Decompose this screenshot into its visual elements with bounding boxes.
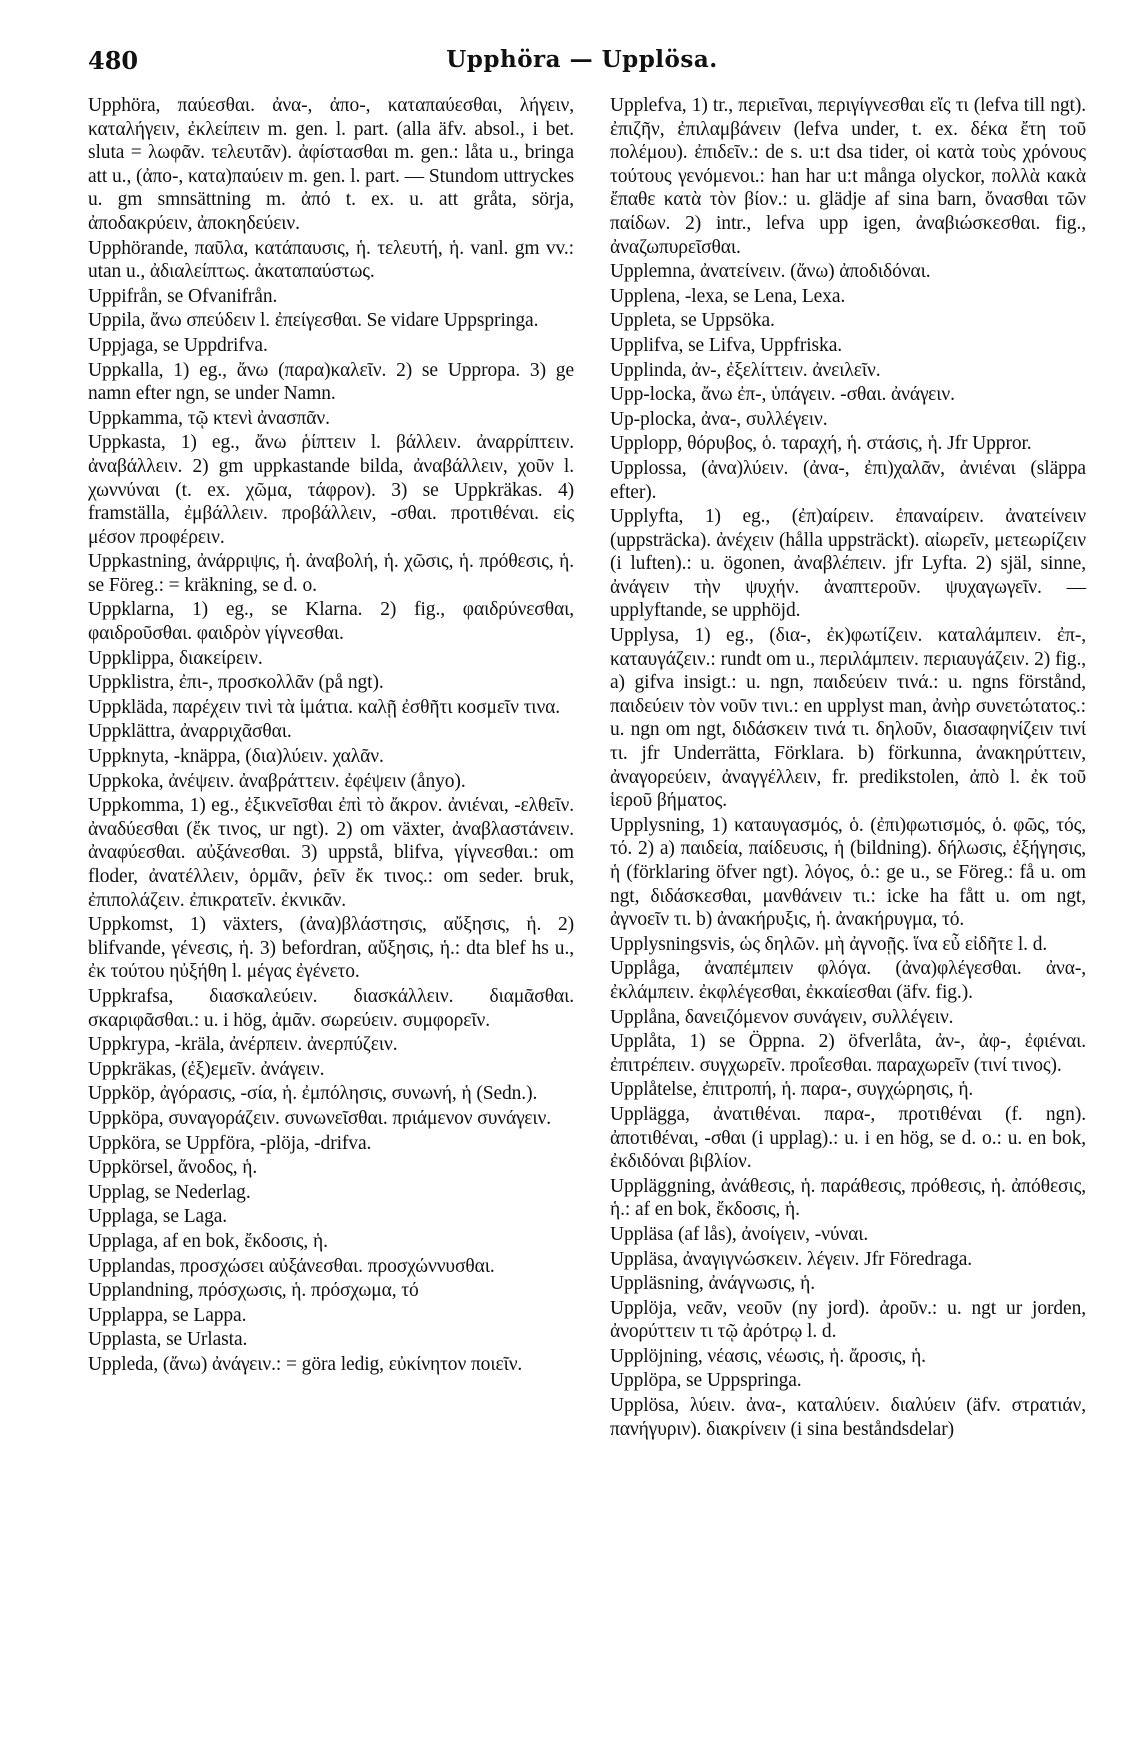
dictionary-entry: Uppklippa, διακείρειν. <box>88 647 263 669</box>
dictionary-entry: Upplifva, se Lifva, Uppfriska. <box>610 334 843 356</box>
dictionary-entry: Uppleta, se Uppsöka. <box>610 310 775 332</box>
dictionary-entry: Upplyfta, 1) eg., (ἐπ)αίρειν. ἐπαναίρειν. ἀνατείνειν (uppsträcka). ἀνέχειν (hålla uppsträckt). αἰωρεῖν, μετεωρίζειν (i luften).: u. ögonen, ἀναβλέπειν. jfr Lyfta. 2) själ, sinne, ἀνάγειν τὴν ψυχήν. ἀναπτεροῦν. ψυχαγωγεῖν. — upplyftande, se upphöjd. <box>610 506 1086 622</box>
dictionary-entry: Uppkrafsa, διασκαλεύειν. διασκάλλειν. διαμᾶσθαι. σκαριφᾶσθαι.: u. i hög, ἀμᾶν. σωρεύειν. συμφορεῖν. <box>88 985 574 1031</box>
dictionary-entry: Uppjaga, se Uppdrifva. <box>88 334 268 356</box>
dictionary-entry: Uppkastning, ἀνάρριψις, ἡ. ἀναβολή, ἡ. χῶσις, ἡ. πρόθεσις, ἡ. se Föreg.: = kräkning, se d. o. <box>88 551 574 596</box>
dictionary-entry: Uppköp, ἀγόρασις, -σία, ἡ. ἐμπόλησις, συνωνή, ἡ (Sedn.). <box>88 1083 538 1105</box>
dictionary-entry: Upplysning, 1) καταυγασμός, ὁ. (ἐπι)φωτισμός, ὁ. φῶς, τός, τό. 2) a) παιδεία, παίδευσις, ἡ (bildning). δήλωσις, ἐξήγησις, ἡ (förklaring öfver ngt). λόγος, ὁ.: ge u., se Föreg.: få u. om ngt, διδάσκεσθαι, μανθάνειν τι.: icke ha fått u. om ngt, ἀγνοεῖν τι. b) ἀνακήρυξις, ἡ. ἀνακήρυγμα, τό. <box>610 814 1086 931</box>
dictionary-entry: Uppkörsel, ἄνοδος, ἡ. <box>88 1157 258 1179</box>
dictionary-entry: Upplag, se Nederlag. <box>88 1181 251 1203</box>
dictionary-entry: Upplåga, ἀναπέμπειν φλόγα. (ἀνα)φλέγεσθαι. ἀνα-, ἐκλάμπειν. ἐκφλέγεσθαι, ἐκκαίεσθαι (äfv. fig.). <box>610 958 1086 1003</box>
dictionary-entry: Upplysa, 1) eg., (δια-, ἐκ)φωτίζειν. καταλάμπειν. ἐπ-, καταυγάζειν.: rundt om u., περιλάμπειν. περιαυγάζειν. 2) fig., a) gifva insigt.: u. ngn, παιδεύειν τινά.: u. ngns förstånd, παιδεύειν τὸν νοῦν τινι.: en upplyst man, ἀνὴρ συνετώτατος.: u. ngn om ngt, διδάσκειν τινά τι. δηλοῦν, διασαφηνίζειν τινί τι. jfr Underrätta, Förklara. b) förkunna, ἀνακηρύττειν, ἀναγορεύειν, ἀναγγέλλειν, fr. predikstolen, ἀπὸ l. ἐκ τοῦ ἱεροῦ βήματος. <box>610 625 1086 812</box>
dictionary-entry: Upplösa, λύειν. ἀνα-, καταλύειν. διαλύειν (äfv. στρατιάν, πανήγυριν). διακρίνειν (i sina beståndsdelar) <box>610 1395 1086 1440</box>
dictionary-entry: Upplöjning, νέασις, νέωσις, ἡ. ἄροσις, ἡ. <box>610 1345 926 1367</box>
dictionary-entry: Uppkrypa, -kräla, ἀνέρπειν. ἀνερπύζειν. <box>88 1034 398 1056</box>
dictionary-entry: Uppläsa, ἀναγιγνώσκειν. λέγειν. Jfr Föredraga. <box>610 1248 973 1270</box>
dictionary-entry: Upplefva, 1) tr., περιεῖναι, περιγίγνεσθαι εἴς τι (lefva till ngt). ἐπιζῆν, ἐπιλαμβάνειν (lefva under, t. ex. δέκα ἔτη τοῦ πολέμου). ἐπιδεῖν.: de s. u:t dsa tider, οἱ κατὰ τοὺς χρόνους τούτους γενόμενοι.: han har u:t många olyckor, πολλὰ κακὰ ἔπαθε κατὰ τὸν βίον.: u. glädje af sina barn, ὄνασθαι τῶν παίδων. 2) intr., lefva upp igen, ἀναβιώσκεσθαι. fig., ἀναζωπυρεῖσθαι. <box>610 95 1086 258</box>
page-header <box>88 46 1076 78</box>
dictionary-entry: Uppkasta, 1) eg., ἄνω ῥίπτειν l. βάλλειν. ἀναρρίπτειν. ἀναβάλλειν. 2) gm uppkastande bilda, ἀναβάλλειν, χοῦν l. χωννύναι (t. ex. χῶμα, τάφρον). 3) se Uppkräkas. 4) framställa, ἐμβάλλειν. προβάλλειν, -σθαι. προτιθέναι. εἰς μέσον προφέρειν. <box>88 432 574 548</box>
dictionary-entry: Upp-locka, ἄνω ἐπ-, ὑπάγειν. -σθαι. ἀνάγειν. <box>610 384 955 406</box>
dictionary-entry: Uppleda, (ἄνω) ἀνάγειν.: = göra ledig, εὐκίνητον ποιεῖν. <box>88 1353 523 1375</box>
dictionary-entry: Upplopp, θόρυβος, ὁ. ταραχή, ἡ. στάσις, ἡ. Jfr Uppror. <box>610 433 1032 455</box>
dictionary-entry: Upphöra, παύεσθαι. ἀνα-, ἀπο-, καταπαύεσθαι, λήγειν, καταλήγειν, ἐκλείπειν m. gen. l. part. (alla äfv. absol., i bet. sluta = λωφᾶν. τελευτᾶν). ἀφίστασθαι m. gen.: låta u., bringa att u., (ἀπο-, κατα)παύειν m. gen. l. part. — Stundom uttryckes u. gm smnsättning m. ἀπό t. ex. u. att gråta, sörja, ἀποδακρύειν, ἀποκηδεύειν. <box>88 95 574 234</box>
running-title: Upphöra — Upplösa. <box>446 46 718 73</box>
dictionary-entry: Uppkomst, 1) växters, (ἀνα)βλάστησις, αὔξησις, ἡ. 2) blifvande, γένεσις, ἡ. 3) befordran, αὔξησις, ἡ.: dta blef hs u., ἐκ τούτου ηὐξήθη l. μέγας ἐγένετο. <box>88 914 574 983</box>
dictionary-entry: Uppifrån, se Ofvanifrån. <box>88 285 278 307</box>
dictionary-entry: Upplossa, (ἀνα)λύειν. (ἀνα-, ἐπι)χαλᾶν, ἀνιέναι (släppa efter). <box>610 457 1086 503</box>
left-column <box>88 94 574 1377</box>
dictionary-entry: Upplappa, se Lappa. <box>88 1304 247 1326</box>
dictionary-entry: Upplaga, af en bok, ἔκδοσις, ἡ. <box>88 1230 328 1252</box>
dictionary-entry: Uppkläda, παρέχειν τινὶ τὰ ἱμάτια. καλῇ ἐσθῆτι κοσμεῖν τινα. <box>88 696 561 718</box>
dictionary-entry: Upplandning, πρόσχωσις, ἡ. πρόσχωμα, τό <box>88 1280 419 1302</box>
dictionary-entry: Uppklistra, ἐπι-, προσκολλᾶν (på ngt). <box>88 672 384 694</box>
page-number: 480 <box>88 46 139 75</box>
dictionary-entry: Upplena, -lexa, se Lena, Lexa. <box>610 285 846 307</box>
dictionary-entry: Upphörande, παῦλα, κατάπαυσις, ἡ. τελευτή, ἡ. vanl. gm vv.: utan u., ἀδιαλείπτως. ἀκαταπαύστως. <box>88 237 574 283</box>
dictionary-entry: Upplöpa, se Uppspringa. <box>610 1370 802 1392</box>
dictionary-entry: Upplandas, προσχώσει αὐξάνεσθαι. προσχώννυσθαι. <box>88 1255 495 1277</box>
dictionary-entry: Upplemna, ἀνατείνειν. (ἄνω) ἀποδιδόναι. <box>610 261 931 283</box>
dictionary-entry: Upplåna, δανειζόμενον συνάγειν, συλλέγειν. <box>610 1006 954 1028</box>
right-column <box>610 94 1086 1442</box>
dictionary-entry: Upplaga, se Laga. <box>88 1206 228 1228</box>
dictionary-entry: Uppkomma, 1) eg., ἐξικνεῖσθαι ἐπὶ τὸ ἄκρον. ἀνιέναι, -ελθεῖν. ἀναδύεσθαι (ἔκ τινος, ur ngt). 2) om växter, ἀναβλαστάνειν. ἀναφύεσθαι. αὐξάνεσθαι. 3) uppstå, blifva, γίγνεσθαι.: om floder, ἀνατέλλειν, ὁρμᾶν, ῥεῖν ἔκ τινος.: om seder. bruk, ἐπιπολάζειν. ἐπικρατεῖν. ἐκνικᾶν. <box>88 795 574 911</box>
dictionary-entry: Uppläggning, ἀνάθεσις, ἡ. παράθεσις, πρόθεσις, ἡ. ἀπόθεσις, ἡ.: af en bok, ἔκδοσις, ἡ. <box>610 1175 1086 1221</box>
dictionary-entry: Upplägga, ἀνατιθέναι. παρα-, προτιθέναι (f. ngn). ἀποτιθέναι, -σθαι (i upplag).: u. i en hög, se d. o.: u. en bok, ἐκδιδόναι βιβλίον. <box>610 1103 1086 1173</box>
dictionary-entry: Up-plocka, ἀνα-, συλλέγειν. <box>610 408 828 430</box>
dictionary-entry: Uppila, ἄνω σπεύδειν l. ἐπείγεσθαι. Se vidare Uppspringa. <box>88 310 539 332</box>
dictionary-entry: Uppkalla, 1) eg., ἄνω (παρα)καλεῖν. 2) se Uppropa. 3) ge namn efter ngn, se under Namn. <box>88 359 574 405</box>
dictionary-entry: Upplåta, 1) se Öppna. 2) öfverlåta, ἀν-, ἀφ-, ἐφιέναι. ἐπιτρέπειν. συγχωρεῖν. προΐεσθαι. παραχωρεῖν (τινί τινος). <box>610 1031 1086 1076</box>
dictionary-entry: Upplysningsvis, ὡς δηλῶν. μὴ ἀγνοῇς. ἵνα εὖ εἰδῆτε l. d. <box>610 933 1048 955</box>
dictionary-entry: Uppkräkas, (ἐξ)εμεῖν. ἀνάγειν. <box>88 1058 325 1080</box>
dictionary-entry: Uppkoka, ἀνέψειν. ἀναβράττειν. ἐφέψειν (ånyo). <box>88 770 466 792</box>
dictionary-entry: Uppläsning, ἀνάγνωσις, ἡ. <box>610 1273 815 1295</box>
dictionary-entry: Uppklättra, ἀναρριχᾶσθαι. <box>88 721 292 743</box>
dictionary-entry: Upplöja, νεᾶν, νεοῦν (ny jord). ἀροῦν.: u. ngt ur jorden, ἀνορύττειν τι τῷ ἀρότρῳ l. d. <box>610 1297 1086 1343</box>
dictionary-entry: Uppköpa, συναγοράζειν. συνωνεῖσθαι. πριάμενον συνάγειν. <box>88 1107 552 1129</box>
dictionary-entry: Uppkamma, τῷ κτενὶ ἀνασπᾶν. <box>88 407 330 429</box>
dictionary-entry: Upplåtelse, ἐπιτροπή, ἡ. παρα-, συγχώρησις, ἡ. <box>610 1079 974 1101</box>
dictionary-entry: Uppklarna, 1) eg., se Klarna. 2) fig., φαιδρύνεσθαι, φαιδροῦσθαι. φαιδρὸν γίγνεσθαι. <box>88 599 574 645</box>
dictionary-entry: Uppknyta, -knäppa, (δια)λύειν. χαλᾶν. <box>88 746 384 768</box>
dictionary-entry: Upplinda, ἀν-, ἐξελίττειν. ἀνειλεῖν. <box>610 359 881 381</box>
dictionary-entry: Upplasta, se Urlasta. <box>88 1329 248 1351</box>
dictionary-entry: Uppläsa (af lås), ἀνοίγειν, -νύναι. <box>610 1223 869 1245</box>
dictionary-entry: Uppköra, se Uppföra, -plöja, -drifva. <box>88 1132 372 1154</box>
